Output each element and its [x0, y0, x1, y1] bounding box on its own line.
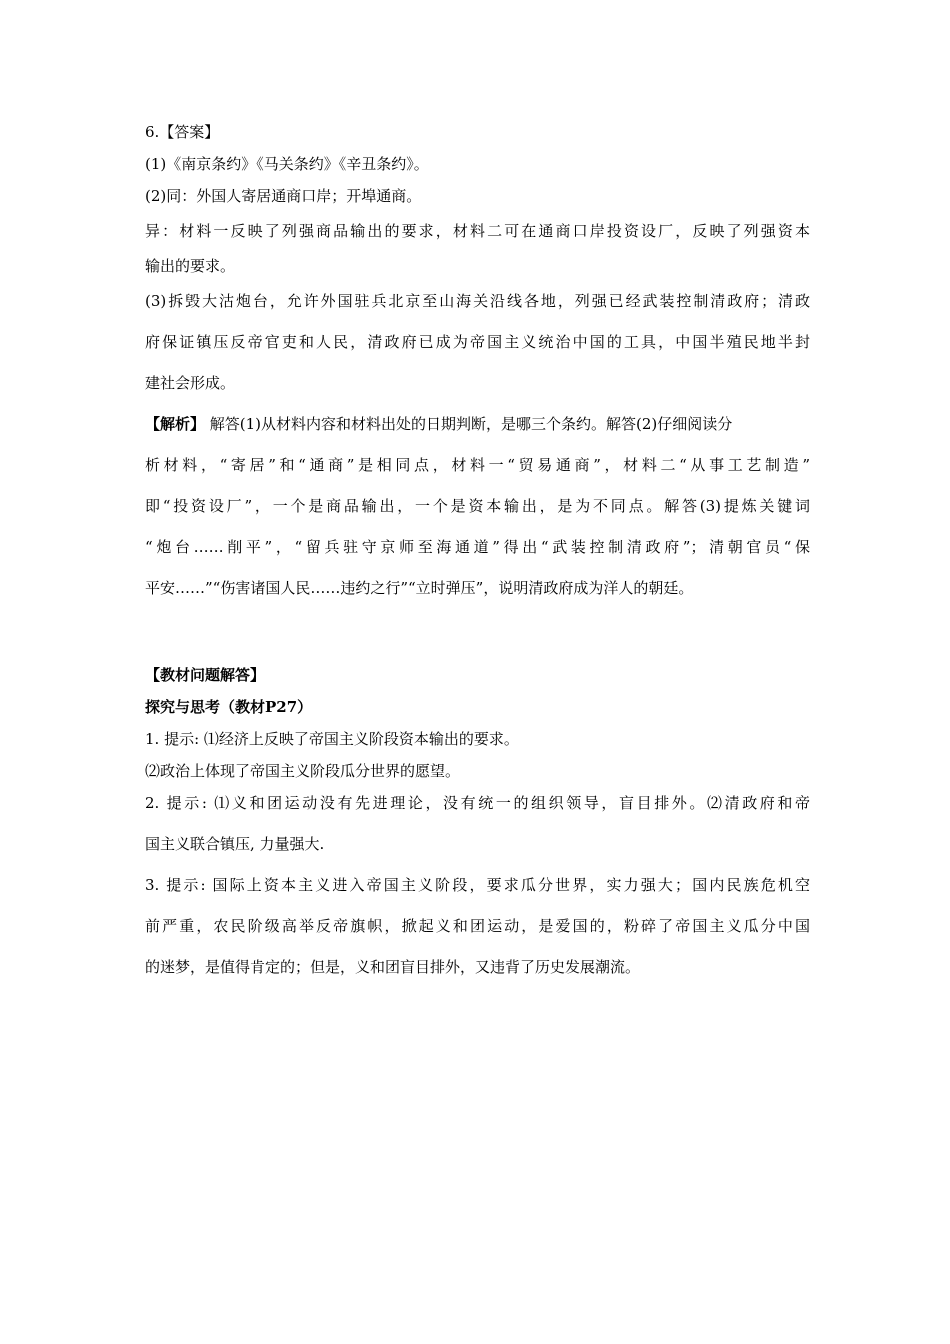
- textbook-item1-line1: 1. 提示: ⑴经济上反映了帝国主义阶段资本输出的要求。: [145, 730, 519, 748]
- textbook-item3-line3: 的迷梦，是值得肯定的；但是，义和团盲目排外，又违背了历史发展潮流。: [145, 958, 641, 976]
- answer-q3-line2: 府保证镇压反帝官吏和人民，清政府已成为帝国主义统治中国的工具，中国半殖民地半封: [145, 333, 810, 351]
- answer-q2-same: (2)同：外国人寄居通商口岸；开埠通商。: [145, 187, 422, 205]
- answer-q3-line3: 建社会形成。: [145, 374, 236, 392]
- answer-q2-diff-line1: 异：材料一反映了列强商品输出的要求，材料二可在通商口岸投资设厂，反映了列强资本: [145, 222, 810, 240]
- textbook-item2-line1: 2. 提示: ⑴义和团运动没有先进理论，没有统一的组织领导，盲目排外。⑵清政府和帝: [145, 794, 810, 812]
- analysis-label: 【解析】: [145, 415, 206, 433]
- analysis-line5: 平安……”“伤害诸国人民……违约之行”“立时弹压”，说明清政府成为洋人的朝廷。: [145, 579, 694, 597]
- textbook-subheading: 探究与思考（教材P27）: [145, 698, 313, 716]
- analysis-line3: 即“投资设厂”，一个是商品输出，一个是资本输出，是为不同点。解答(3)提炼关键词: [145, 497, 810, 515]
- textbook-item1-line2: ⑵政治上体现了帝国主义阶段瓜分世界的愿望。: [145, 762, 461, 780]
- answer-q2-diff-line2: 输出的要求。: [145, 257, 236, 275]
- textbook-item3-line2: 前严重，农民阶级高举反帝旗帜，掀起义和团运动，是爱国的，粉碎了帝国主义瓜分中国: [145, 917, 810, 935]
- section-spacer: [145, 599, 810, 665]
- answer-heading: 6.【答案】: [145, 123, 220, 141]
- answer-q1: (1)《南京条约》《马关条约》《辛丑条约》。: [145, 155, 429, 173]
- textbook-heading: 【教材问题解答】: [145, 666, 266, 684]
- answer-q3-line1: (3)拆毁大沽炮台，允许外国驻兵北京至山海关沿线各地，列强已经武装控制清政府；清政: [145, 292, 810, 310]
- analysis-line1: [145, 414, 810, 435]
- document-page: [145, 122, 810, 978]
- analysis-line1-text: 解答(1)从材料内容和材料出处的日期判断，是哪三个条约。解答(2)仔细阅读分: [205, 415, 733, 433]
- textbook-item3-line1: 3. 提示: 国际上资本主义进入帝国主义阶段，要求瓜分世界，实力强大；国内民族危机空: [145, 876, 810, 894]
- analysis-line4: “炮台……削平”，“留兵驻守京师至海通道”得出“武装控制清政府”；清朝官员“保: [145, 538, 810, 556]
- textbook-item2-line2: 国主义联合镇压, 力量强大.: [145, 835, 325, 853]
- analysis-line2: 析材料，“寄居”和“通商”是相同点，材料一“贸易通商”，材料二“从事工艺制造”: [145, 456, 810, 474]
